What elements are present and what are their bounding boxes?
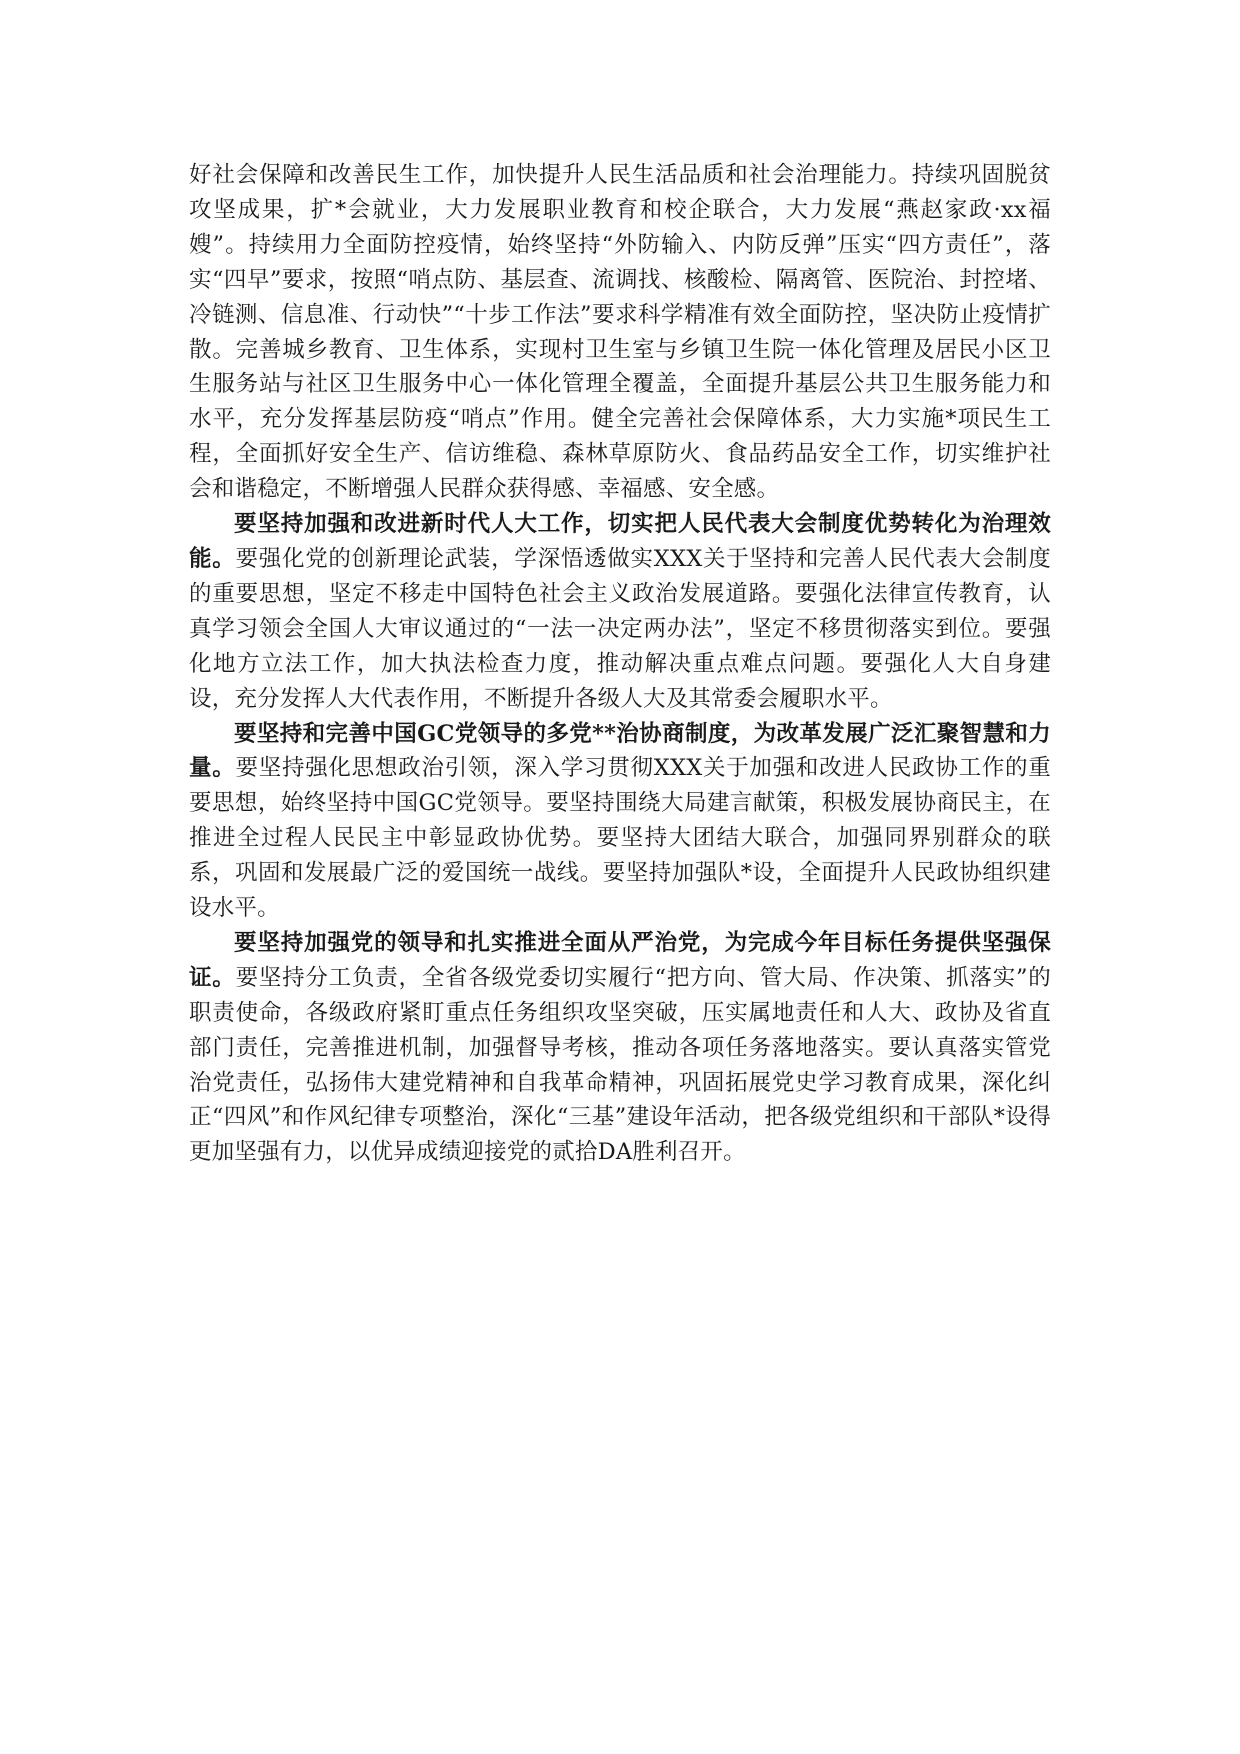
paragraph-party-leadership: [189, 926, 1051, 1170]
paragraph-social-security: [189, 158, 1051, 507]
paragraph-text: 好社会保障和改善民生工作，加快提升人民生活品质和社会治理能力。持续巩固脱贫攻坚成果，扩*会就业，大力发展职业教育和校企联合，大力发展“燕赵家政·xx福嫂”。持续用力全面防控疫情，始终坚持“外防输入、内防反弹”压实“四方责任”，落实“四早”要求，按照“哨点防、基层查、流调找、核酸检、隔离管、医院治、封控堵、冷链测、信息准、行动快”“十步工作法”要求科学精准有效全面防控，坚决防止疫情扩散。完善城乡教育、卫生体系，实现村卫生室与乡镇卫生院一体化管理及居民小区卫生服务站与社区卫生服务中心一体化管理全覆盖，全面提升基层公共卫生服务能力和水平，充分发挥基层防疫“哨点”作用。健全完善社会保障体系，大力实施*项民生工程，全面抓好安全生产、信访维稳、森林草原防火、食品药品安全工作，切实维护社会和谐稳定，不断增强人民群众获得感、幸福感、安全感。: [189, 162, 1051, 503]
paragraph-cppcc-work: [189, 717, 1051, 926]
document-body: [189, 158, 1051, 1170]
paragraph-text: 要强化党的创新理论武装，学深悟透做实XXX关于坚持和完善人民代表大会制度的重要思想，坚定不移走中国特色社会主义政治发展道路。要强化法律宣传教育，认真学习领会全国人大审议通过的“一法一决定两办法”，坚定不移贯彻落实到位。要强化地方立法工作，加大执法检查力度，推动解决重点难点问题。要强化人大自身建设，充分发挥人大代表作用，不断提升各级人大及其常委会履职水平。: [189, 545, 1051, 712]
paragraph-lead: 要坚持和完善中国GC党领导的多党**治协商制度，为改革发展广泛汇聚智慧和力量。: [189, 720, 1051, 782]
paragraph-text: 要坚持强化思想政治引领，深入学习贯彻XXX关于加强和改进人民政协工作的重要思想，始终坚持中国GC党领导。要坚持围绕大局建言献策，积极发展协商民主，在推进全过程人民民主中彰显政协优势。要坚持大团结大联合，加强同界别群众的联系，巩固和发展最广泛的爱国统一战线。要坚持加强队*设，全面提升人民政协组织建设水平。: [189, 755, 1051, 922]
paragraph-text: 要坚持分工负责，全省各级党委切实履行“把方向、管大局、作决策、抓落实”的职责使命，各级政府紧盯重点任务组织攻坚突破，压实属地责任和人大、政协及省直部门责任，完善推进机制，加强督导考核，推动各项任务落地落实。要认真落实管党治党责任，弘扬伟大建党精神和自我革命精神，巩固拓展党史学习教育成果，深化纠正“四风”和作风纪律专项整治，深化“三基”建设年活动，把各级党组织和干部队*设得更加坚强有力，以优异成绩迎接党的贰拾DA胜利召开。: [189, 964, 1051, 1166]
paragraph-npc-work: [189, 507, 1051, 716]
paragraph-lead: 要坚持加强和改进新时代人大工作，切实把人民代表大会制度优势转化为治理效能。: [189, 511, 1051, 572]
paragraph-lead: 要坚持加强党的领导和扎实推进全面从严治党，为完成今年目标任务提供坚强保证。: [189, 929, 1051, 991]
